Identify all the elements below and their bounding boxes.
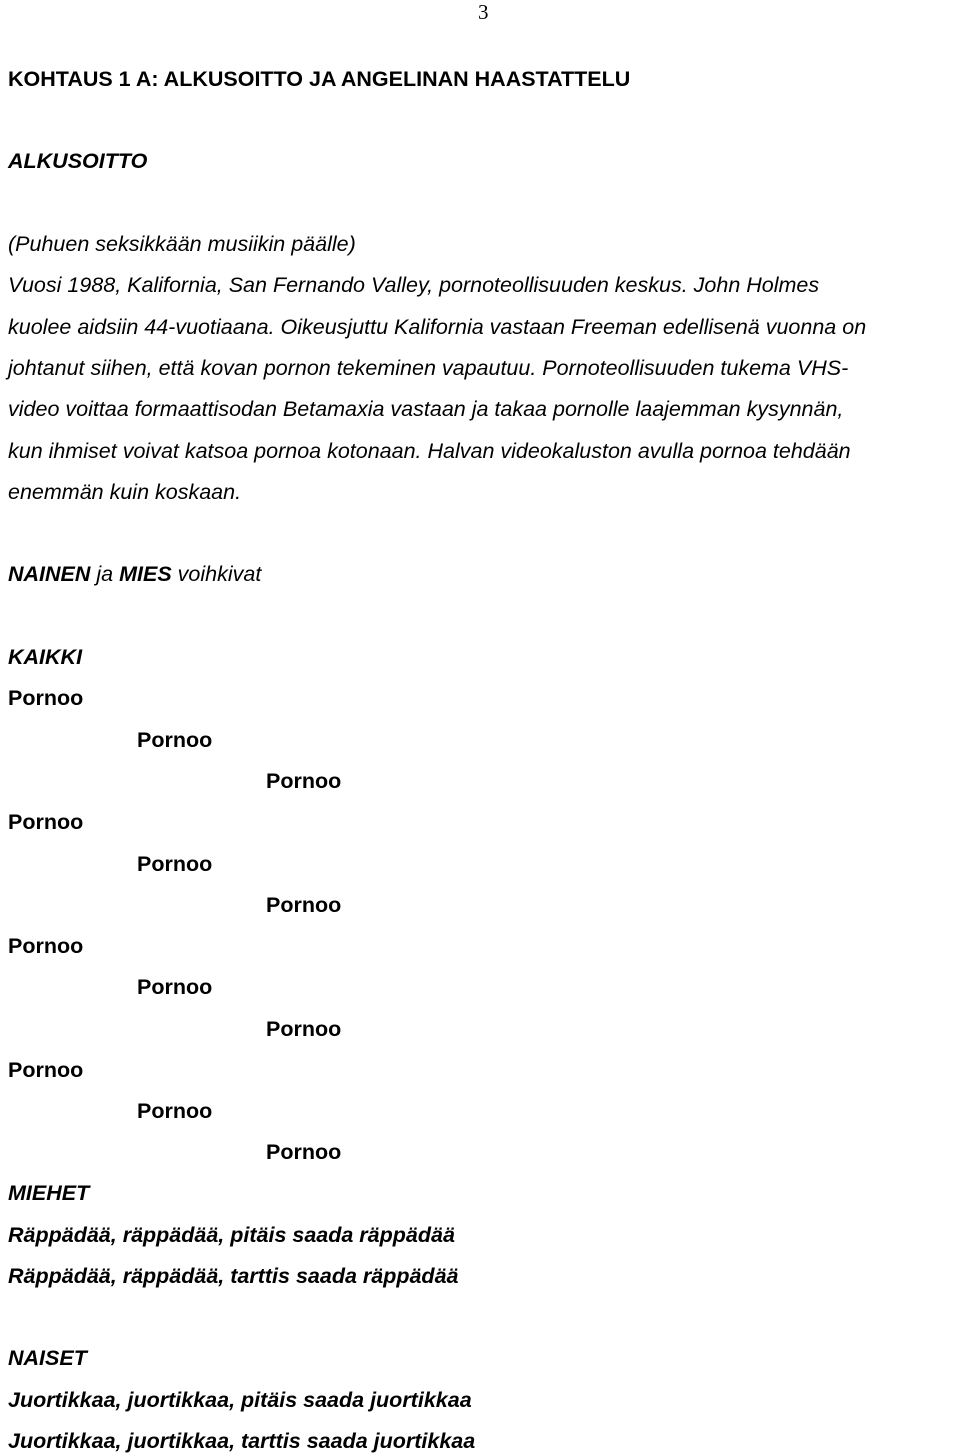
stage-direction-music: (Puhuen seksikkään musiikin päälle) (8, 232, 356, 256)
lyric-word: Pornoo (8, 934, 84, 958)
women-lyric-line: Juortikkaa, juortikkaa, pitäis saada juortikkaa (8, 1388, 472, 1412)
cue-man: MIES (119, 562, 172, 586)
section-title: ALKUSOITTO (8, 149, 148, 173)
stage-direction-line: Vuosi 1988, Kalifornia, San Fernando Valley, pornoteollisuuden keskus. John Holmes (8, 273, 820, 297)
scene-title: KOHTAUS 1 A: ALKUSOITTO JA ANGELINAN HAASTATTELU (8, 67, 631, 91)
cue-action: voihkivat (171, 562, 262, 586)
lyric-word: Pornoo (8, 1058, 84, 1082)
lyric-word: Pornoo (137, 975, 213, 999)
stage-direction-line: enemmän kuin koskaan. (8, 480, 242, 504)
lyric-word: Pornoo (8, 686, 84, 710)
cue-woman: NAINEN (8, 562, 91, 586)
lyric-word: Pornoo (266, 769, 342, 793)
lyric-word: Pornoo (137, 852, 213, 876)
speaker-men: MIEHET (8, 1181, 90, 1205)
cue-and: ja (90, 562, 120, 586)
speaker-women: NAISET (8, 1346, 87, 1370)
men-lyric-line: Räppädää, räppädää, pitäis saada räppädää (8, 1223, 455, 1247)
stage-direction-line: johtanut siihen, että kovan pornon tekeminen vapautuu. Pornoteollisuuden tukema VHS- (8, 356, 849, 380)
lyric-word: Pornoo (266, 893, 342, 917)
men-lyric-line: Räppädää, räppädää, tarttis saada räppädää (8, 1264, 459, 1288)
lyric-word: Pornoo (8, 810, 84, 834)
cue-line (8, 561, 261, 587)
page-number: 3 (478, 0, 489, 24)
stage-direction-line: kun ihmiset voivat katsoa pornoa kotonaan. Halvan videokaluston avulla pornoa tehdään (8, 439, 851, 463)
lyric-word: Pornoo (137, 1099, 213, 1123)
lyric-word: Pornoo (137, 728, 213, 752)
lyric-word: Pornoo (266, 1140, 342, 1164)
lyric-word: Pornoo (266, 1017, 342, 1041)
stage-direction-line: video voittaa formaattisodan Betamaxia vastaan ja takaa pornolle laajemman kysynnän, (8, 397, 844, 421)
women-lyric-line: Juortikkaa, juortikkaa, tarttis saada juortikkaa (8, 1429, 476, 1453)
stage-direction-line: kuolee aidsiin 44-vuotiaana. Oikeusjuttu Kalifornia vastaan Freeman edellisenä vuonna on (8, 315, 867, 339)
speaker-all: KAIKKI (8, 645, 83, 669)
